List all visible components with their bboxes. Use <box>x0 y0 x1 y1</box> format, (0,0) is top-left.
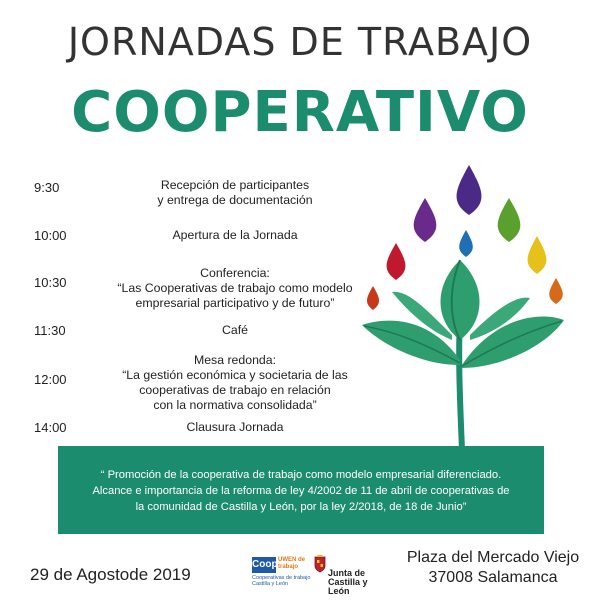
agenda-time: 9:30 <box>34 180 60 195</box>
agenda-line: Conferencia: <box>200 266 270 280</box>
agenda-time: 10:00 <box>34 228 67 243</box>
agenda-line: empresarial participativo y de futuro” <box>135 296 335 310</box>
banner-line: Alcance e importancia de la reforma de ley 4/2002 de 11 de abril de cooperativas de <box>92 485 510 497</box>
junta-logo-line: Junta de <box>328 568 366 578</box>
agenda-line: “La gestión económica y societaria de las <box>122 368 348 382</box>
drop-yellow-right <box>528 236 547 274</box>
agenda-line: con la normativa consolidada” <box>153 398 317 412</box>
junta-castilla-leon-logo <box>314 553 376 596</box>
agenda-description <box>70 323 400 338</box>
agenda-time: 11:30 <box>34 323 66 338</box>
coop-logo-tagline: UWEN de trabajo <box>278 557 305 570</box>
agenda-line: cooperativas de trabajo en relación <box>139 383 331 397</box>
drop-purple-left <box>414 198 437 242</box>
drop-red-left <box>387 243 406 280</box>
drop-blue-center <box>459 230 473 257</box>
event-date: 29 de Agostode 2019 <box>30 565 191 584</box>
page-title-line1: JORNADAS DE TRABAJO <box>67 20 533 64</box>
agenda-line: y entrega de documentación <box>157 193 313 207</box>
plant-leaf-left <box>362 321 460 365</box>
plant-bud <box>441 260 480 340</box>
quote-banner <box>58 446 544 534</box>
coop-logo-mark: Coop <box>252 557 276 573</box>
drop-green-right <box>498 198 521 242</box>
coop-logo <box>252 553 322 593</box>
address-line: 37008 Salamanca <box>428 569 558 586</box>
address-line: Plaza del Mercado Viejo <box>406 549 580 566</box>
plant-with-colored-drops-icon <box>352 160 582 450</box>
event-address <box>398 548 588 588</box>
coop-logo-subtitle: Cooperativas de trabajo Castilla y León <box>252 575 311 587</box>
agenda-description <box>70 178 400 208</box>
drop-orange-small-right <box>549 278 563 304</box>
agenda-time: 14:00 <box>34 420 67 435</box>
drop-red-small-left <box>367 286 379 310</box>
agenda-description <box>70 420 400 435</box>
plant-leaf-right <box>462 316 564 368</box>
agenda-line: Café <box>222 323 248 337</box>
agenda-description <box>70 228 400 243</box>
agenda-line: Clausura Jornada <box>186 420 284 434</box>
agenda-line: Mesa redonda: <box>193 353 277 367</box>
agenda-time: 10:30 <box>34 275 67 290</box>
junta-logo-line: Castilla y León <box>328 577 368 596</box>
banner-line: la comunidad de Castilla y León, por la ley 2/2018, de 18 de Junio” <box>135 501 467 513</box>
drop-purple-top <box>457 165 482 215</box>
agenda-time: 12:00 <box>34 372 67 387</box>
agenda-line: “Las Cooperativas de trabajo como modelo <box>117 281 353 295</box>
page-title-line2: COOPERATIVO <box>71 80 529 145</box>
agenda-description <box>70 353 400 413</box>
banner-line: “ Promoción de la cooperativa de trabajo como modelo empresarial diferenciado. <box>100 469 502 481</box>
agenda-line: Recepción de participantes <box>160 178 310 192</box>
junta-logo-text <box>328 569 376 596</box>
agenda-description <box>70 266 400 311</box>
coat-of-arms-icon <box>314 555 326 573</box>
agenda-line: Apertura de la Jornada <box>172 228 298 242</box>
